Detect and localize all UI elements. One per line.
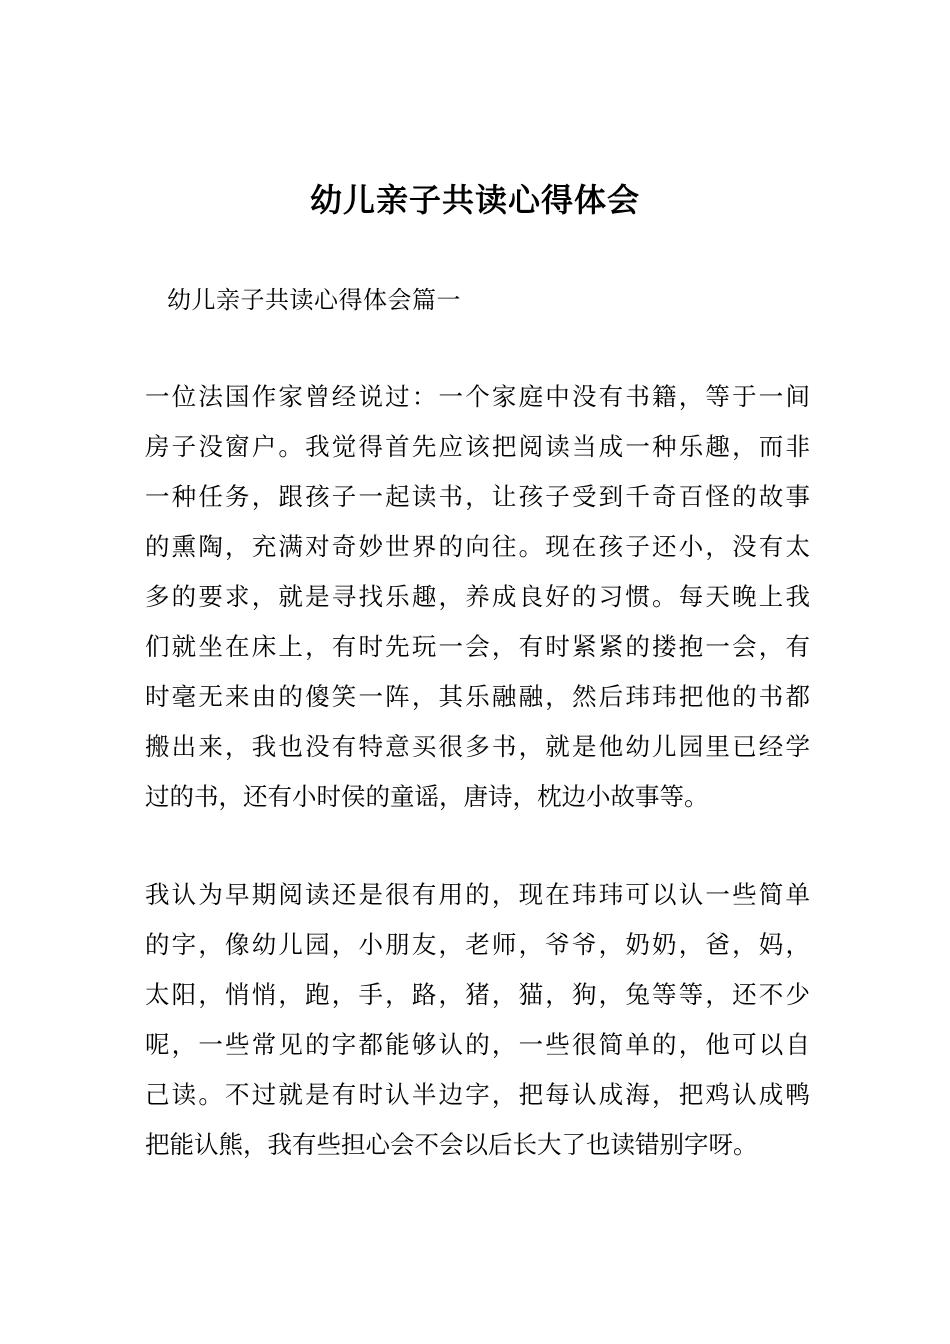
document-title: 幼儿亲子共读心得体会 [309,181,640,219]
paragraph-line: 过的书，还有小时侯的童谣，唐诗，枕边小故事等。 [145,782,709,811]
paragraph-line: 房子没窗户。我觉得首先应该把阅读当成一种乐趣，而非 [145,432,810,461]
paragraph-1 [145,372,810,822]
paragraph-line: 们就坐在床上，有时先玩一会，有时紧紧的搂抱一会，有 [145,632,810,661]
paragraph-line: 太阳，悄悄，跑，手，路，猪，猫，狗，兔等等，还不少 [145,980,810,1009]
paragraph-line: 把能认熊，我有些担心会不会以后长大了也读错别字呀。 [145,1130,758,1159]
paragraph-line: 时毫无来由的傻笑一阵，其乐融融，然后玮玮把他的书都 [145,682,810,711]
paragraph-line: 呢，一些常见的字都能够认的，一些很简单的，他可以自 [145,1030,810,1059]
paragraph-line: 搬出来，我也没有特意买很多书，就是他幼儿园里已经学 [145,732,810,761]
paragraph-line: 一位法国作家曾经说过：一个家庭中没有书籍，等于一间 [145,382,810,411]
paragraph-line: 己读。不过就是有时认半边字，把每认成海，把鸡认成鸭 [145,1080,810,1109]
paragraph-2 [145,870,810,1170]
section-heading: 幼儿亲子共读心得体会篇一 [167,286,461,314]
paragraph-line: 我认为早期阅读还是很有用的，现在玮玮可以认一些简单 [145,880,810,909]
paragraph-line: 的熏陶，充满对奇妙世界的向往。现在孩子还小，没有太 [145,532,810,561]
paragraph-line: 多的要求，就是寻找乐趣，养成良好的习惯。每天晚上我 [145,582,810,611]
paragraph-line: 的字，像幼儿园，小朋友，老师，爷爷，奶奶，爸，妈， [145,930,810,959]
paragraph-line: 一种任务，跟孩子一起读书，让孩子受到千奇百怪的故事 [145,482,810,511]
